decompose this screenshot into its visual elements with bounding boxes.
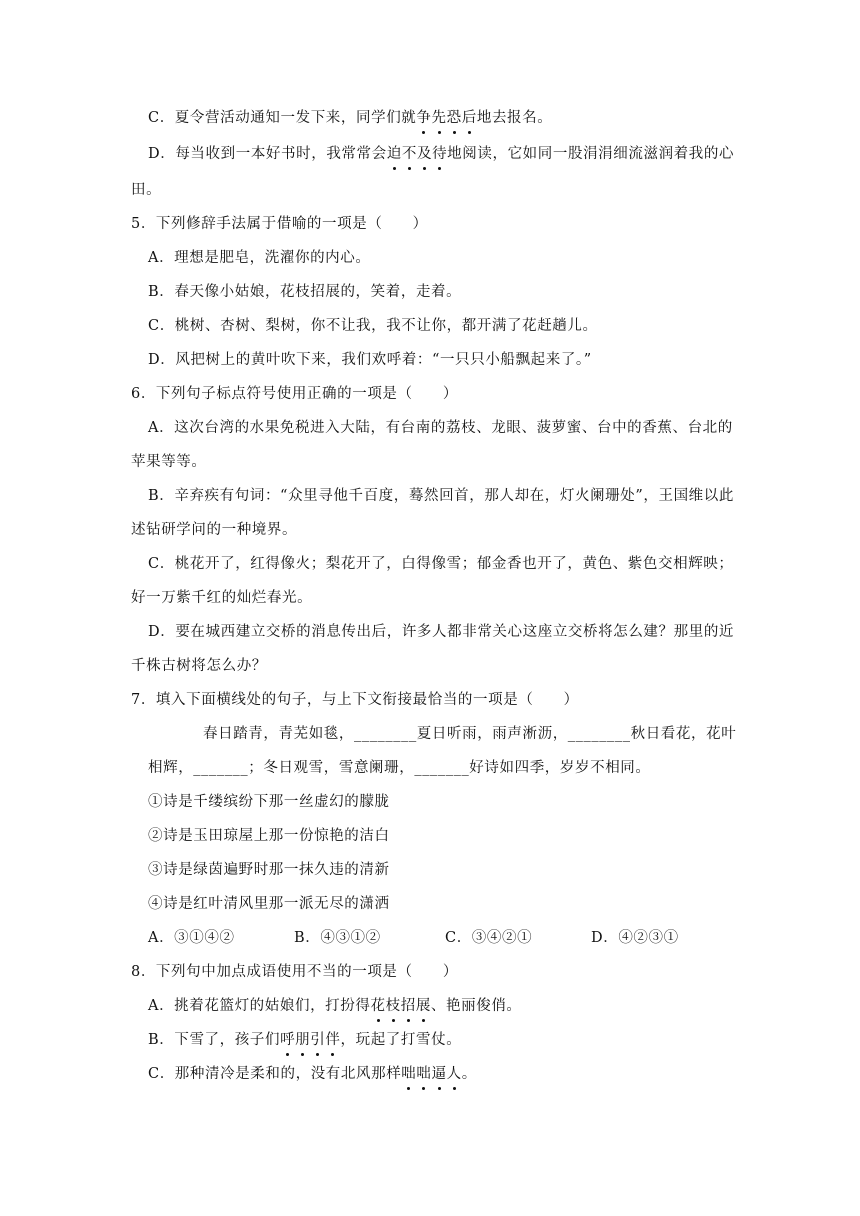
dotted-char: 先	[431, 110, 447, 126]
q8-option-a: A．挑着花篮灯的姑娘们，打扮得花枝招展、艳丽俊俏。	[148, 998, 522, 1014]
dotted-char: 后	[461, 110, 477, 126]
dotted-char: 逼	[431, 1066, 447, 1082]
dotted-char: 花	[370, 998, 386, 1014]
q4-option-d: D．每当收到一本好书时，我常常会迫不及待地阅读，它如同一股涓涓细流滋润着我的心	[148, 146, 735, 162]
dotted-char: 引	[310, 1032, 326, 1048]
dotted-char: 展	[415, 998, 431, 1014]
q4-option-d-cont: 田。	[131, 182, 162, 198]
q5-option-b: B．春天像小姑娘，花枝招展的，笑着，走着。	[148, 284, 462, 300]
dotted-char: 迫	[386, 146, 402, 162]
q5-stem: 5．下列修辞手法属于借喻的一项是（ ）	[131, 216, 428, 232]
dotted-char: 伴	[325, 1032, 341, 1048]
dotted-char: 恐	[446, 110, 462, 126]
q7-sentence-1: ①诗是千缕缤纷下那一丝虚幻的朦胧	[148, 794, 390, 810]
q7-sentence-3: ③诗是绿茵遍野时那一抹久违的清新	[148, 862, 390, 878]
dotted-char: 咄	[401, 1066, 417, 1082]
q7-option-a: A．③①④②	[148, 930, 235, 946]
q6-option-c-cont: 好一万紫千红的灿烂春光。	[131, 590, 313, 606]
dotted-char: 争	[416, 110, 432, 126]
q6-option-d-cont: 千株古树将怎么办？	[131, 658, 267, 674]
q5-option-c: C．桃树、杏树、梨树，你不让我，我不让你，都开满了花赶趟儿。	[148, 318, 598, 334]
q6-option-d: D．要在城西建立交桥的消息传出后，许多人都非常关心这座立交桥将怎么建？那里的近	[148, 624, 735, 640]
q6-option-c: C．桃花开了，红得像火；梨花开了，白得像雪；郁金香也开了，黄色、紫色交相辉映；	[148, 556, 734, 572]
dotted-char: 不	[401, 146, 417, 162]
q6-stem: 6．下列句子标点符号使用正确的一项是（ ）	[131, 386, 458, 402]
q7-passage-line1: 春日踏青，青芜如毯，________夏日听雨，雨声淅沥，________秋日看花，花叶	[203, 726, 737, 742]
q7-option-b: B．④③①②	[294, 930, 381, 946]
dotted-char: 待	[432, 146, 448, 162]
q6-option-a: A．这次台湾的水果免税进入大陆，有台南的荔枝、龙眼、菠萝蜜、台中的香蕉、台北的	[148, 420, 733, 436]
dotted-char: 咄	[416, 1066, 432, 1082]
q7-sentence-2: ②诗是玉田琼屋上那一份惊艳的洁白	[148, 828, 390, 844]
dotted-char: 人	[446, 1066, 462, 1082]
q5-option-d: D．风把树上的黄叶吹下来，我们欢呼着：“一只只小船飘起来了。”	[148, 352, 592, 368]
dotted-char: 枝	[385, 998, 401, 1014]
q5-option-a: A．理想是肥皂，洗濯你的内心。	[148, 250, 371, 266]
q6-option-a-cont: 苹果等等。	[131, 454, 207, 470]
q6-option-b: B．辛弃疾有句词：“众里寻他千百度，蓦然回首，那人却在，灯火阑珊处”，王国维以此	[148, 488, 734, 504]
q8-option-b: B．下雪了，孩子们呼朋引伴，玩起了打雪仗。	[148, 1032, 462, 1048]
q7-passage-line2: 相辉，_______；冬日观雪，雪意阑珊，_______好诗如四季，岁岁不相同。	[148, 760, 651, 776]
q6-option-b-cont: 述钻研学问的一种境界。	[131, 522, 298, 538]
dotted-char: 朋	[295, 1032, 311, 1048]
q8-stem: 8．下列句中加点成语使用不当的一项是（ ）	[131, 964, 458, 980]
q7-option-d: D．④②③①	[591, 930, 679, 946]
q7-option-c: C．③④②①	[445, 930, 533, 946]
q7-options	[148, 928, 679, 948]
dotted-char: 及	[416, 146, 433, 162]
q7-sentence-4: ④诗是红叶清风里那一派无尽的潇洒	[148, 896, 390, 912]
dotted-char: 呼	[280, 1032, 296, 1048]
dotted-char: 招	[400, 998, 416, 1014]
q7-stem: 7．填入下面横线处的句子，与上下文衔接最恰当的一项是（ ）	[131, 692, 579, 708]
q8-option-c: C．那种清冷是柔和的，没有北风那样咄咄逼人。	[148, 1066, 477, 1082]
q4-option-c: C．夏令营活动通知一发下来，同学们就争先恐后地去报名。	[148, 110, 553, 126]
